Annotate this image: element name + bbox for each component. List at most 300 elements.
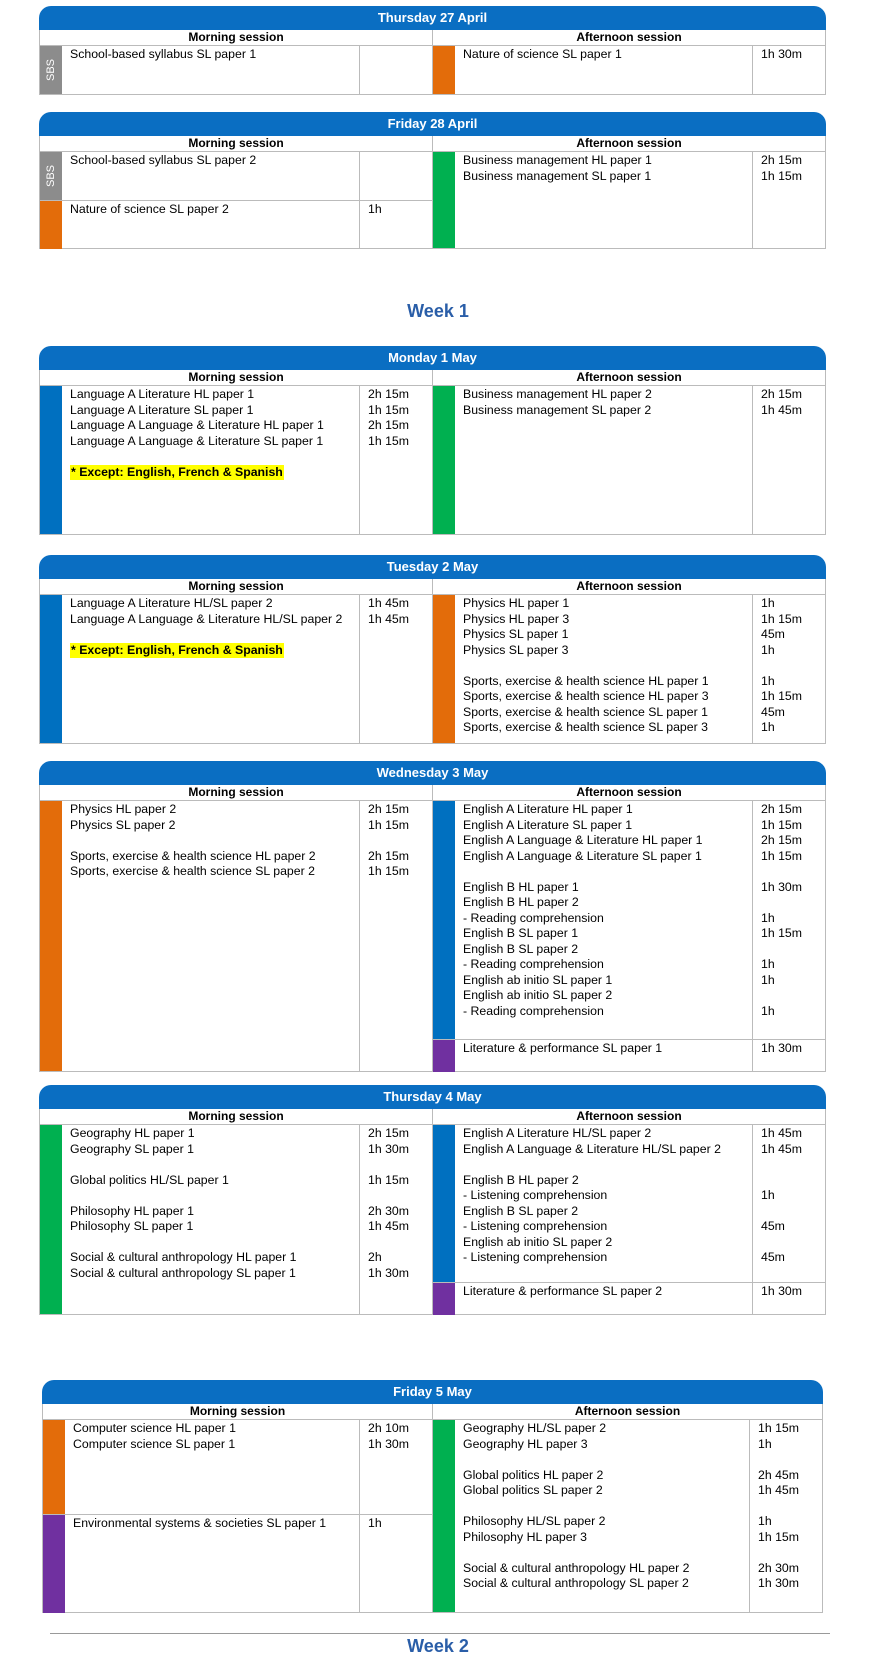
day-block [42, 1380, 823, 1613]
exam-name: Social & cultural anthropology HL paper 2 [463, 1560, 690, 1575]
exam-duration: 1h 30m [758, 1576, 800, 1590]
subject-group-color-bar [43, 1515, 65, 1613]
spacer [70, 627, 351, 643]
exam-name: School-based syllabus SL paper 1 [70, 47, 257, 61]
morning-session-label: Morning session [40, 1109, 433, 1124]
day-title: Monday 1 May [39, 346, 826, 370]
session-cell [40, 46, 432, 94]
day-title: Tuesday 2 May [39, 555, 826, 579]
duration-list [359, 1125, 432, 1314]
day-grid [39, 30, 826, 95]
subject-group-color-bar [433, 386, 455, 534]
duration-list [359, 386, 432, 534]
afternoon-session-label: Afternoon session [576, 785, 682, 799]
afternoon-column [433, 595, 825, 743]
exam-name: - Listening comprehension [463, 1188, 608, 1202]
exam-duration: 1h 30m [761, 1041, 803, 1055]
sbs-label: SBS [45, 58, 57, 82]
spacer [761, 658, 817, 674]
exam-duration: 1h [758, 1436, 772, 1451]
session-cell [433, 152, 825, 248]
day-block [39, 112, 826, 249]
spacer [463, 1499, 741, 1515]
exam-name: English B SL paper 2 [463, 941, 579, 956]
exam-list [455, 1040, 752, 1072]
day-grid [39, 136, 826, 249]
exception-highlight: * Except: English, French & Spanish [71, 642, 283, 657]
exam-name: Literature & performance SL paper 2 [463, 1284, 663, 1298]
exam-name: Business management HL paper 1 [463, 153, 652, 167]
exam-list [455, 46, 752, 94]
day-grid [39, 1109, 826, 1315]
morning-session-label: Morning session [40, 579, 433, 594]
exam-duration: 2h 15m [368, 387, 410, 401]
exam-name: Physics SL paper 2 [70, 817, 176, 832]
exam-name: School-based syllabus SL paper 2 [70, 153, 257, 167]
exam-duration: 1h [758, 1514, 772, 1528]
week-1-heading: Week 1 [407, 301, 469, 321]
spacer [70, 1188, 351, 1204]
exam-duration: 1h [761, 910, 775, 925]
afternoon-session-label: Afternoon session [576, 370, 682, 384]
duration-list [752, 386, 825, 534]
morning-session-label: Morning session [40, 370, 433, 385]
exam-duration: 1h 45m [368, 611, 410, 626]
exception-highlight: * Except: English, French & Spanish [71, 464, 283, 479]
exam-duration: 1h [761, 642, 775, 657]
subject-group-color-bar [433, 46, 455, 94]
morning-column [40, 801, 433, 1071]
exam-duration: 1h [368, 1516, 382, 1530]
exam-name: Literature & performance SL paper 1 [463, 1041, 663, 1055]
spacer [368, 1157, 424, 1173]
exam-duration: 2h 15m [368, 848, 410, 863]
session-headers [40, 30, 825, 45]
day-title: Wednesday 3 May [39, 761, 826, 785]
exam-list [62, 801, 359, 1071]
exam-duration: 1h 15m [368, 402, 410, 417]
exam-list [62, 46, 359, 94]
duration-list [749, 1420, 822, 1612]
exam-name: Physics HL paper 3 [463, 611, 570, 626]
subject-group-color-bar [433, 1420, 455, 1612]
day-body [40, 385, 825, 534]
exam-name: Physics HL paper 1 [463, 596, 570, 610]
exam-duration: 1h 45m [368, 596, 410, 610]
spacer [70, 1157, 351, 1173]
exam-name: Philosophy HL/SL paper 2 [463, 1514, 606, 1528]
sbs-label: SBS [45, 164, 57, 188]
duration-list [752, 801, 825, 1039]
exam-name: Nature of science SL paper 2 [70, 202, 229, 216]
exam-duration: 1h [761, 673, 775, 688]
exam-name: Philosophy HL paper 1 [70, 1203, 194, 1218]
exam-duration: 1h 15m [761, 926, 803, 940]
spacer [70, 833, 351, 849]
day-title: Friday 5 May [42, 1380, 823, 1404]
exam-name: Physics SL paper 3 [463, 642, 569, 657]
spacer [368, 449, 424, 465]
day-title: Thursday 27 April [39, 6, 826, 30]
subject-group-color-bar [433, 1040, 455, 1072]
exam-duration: 1h 15m [368, 1172, 410, 1187]
subject-group-color-bar [40, 46, 62, 94]
spacer [761, 1204, 817, 1220]
exam-name: Business management HL paper 2 [463, 387, 652, 401]
day-body [40, 800, 825, 1071]
exam-name: Philosophy SL paper 1 [70, 1219, 194, 1233]
exam-name: Language A Language & Literature HL paper 1 [70, 418, 324, 432]
morning-column [40, 152, 433, 248]
subject-group-color-bar [433, 595, 455, 743]
exam-name: English A Literature HL/SL paper 2 [463, 1126, 652, 1140]
exam-list [62, 201, 359, 249]
spacer [758, 1545, 814, 1561]
duration-list [752, 1283, 825, 1315]
day-block [39, 6, 826, 95]
exam-duration: 2h [368, 1250, 382, 1264]
exam-duration: 1h 15m [761, 848, 803, 863]
exam-name: Language A Language & Literature SL paper 1 [70, 433, 324, 448]
subject-group-color-bar [433, 1125, 455, 1282]
afternoon-column [433, 1420, 822, 1612]
spacer [368, 153, 424, 169]
day-grid [39, 370, 826, 535]
day-grid [39, 579, 826, 744]
exam-duration: 2h 15m [761, 387, 803, 401]
spacer [463, 1452, 741, 1468]
exam-name: - Listening comprehension [463, 1219, 608, 1233]
exam-duration: 1h 30m [368, 1141, 410, 1156]
day-block [39, 346, 826, 535]
exam-name: English ab initio SL paper 1 [463, 972, 613, 987]
spacer [761, 988, 817, 1004]
exam-name: English A Language & Literature HL/SL paper 2 [463, 1141, 721, 1156]
exam-duration: 1h 30m [761, 1284, 803, 1298]
exam-name: Language A Language & Literature HL/SL paper 2 [70, 611, 343, 626]
duration-list [359, 46, 432, 94]
exam-name: Geography HL paper 3 [463, 1436, 588, 1451]
spacer [368, 1188, 424, 1204]
exam-duration: 45m [761, 627, 785, 641]
exam-duration: 1h 15m [761, 689, 803, 703]
exam-name: Sports, exercise & health science HL paper 2 [70, 848, 316, 863]
morning-session-label: Morning session [40, 785, 433, 800]
exam-name: Business management SL paper 2 [463, 402, 652, 417]
exam-name: Language A Literature HL paper 1 [70, 387, 255, 401]
day-body [43, 1419, 822, 1612]
session-cell [43, 1420, 432, 1514]
exam-name: Physics SL paper 1 [463, 627, 569, 641]
exam-duration: 45m [761, 704, 785, 719]
exam-duration: 1h 30m [761, 47, 803, 61]
afternoon-column [433, 152, 825, 248]
afternoon-column [433, 801, 825, 1071]
exam-list [455, 386, 752, 534]
spacer [463, 1157, 744, 1173]
exam-name: - Reading comprehension [463, 957, 604, 971]
exam-list [455, 801, 752, 1039]
duration-list [359, 801, 432, 1071]
duration-list [359, 1420, 432, 1514]
session-cell [40, 595, 432, 743]
day-block [39, 761, 826, 1072]
session-cell [433, 46, 825, 94]
spacer [70, 449, 351, 465]
spacer [761, 895, 817, 911]
spacer [463, 864, 744, 880]
spacer [761, 1157, 817, 1173]
session-cell [433, 1420, 822, 1612]
exam-name: English B HL paper 2 [463, 1172, 579, 1187]
morning-session-label: Morning session [40, 30, 433, 45]
exam-name: Global politics SL paper 2 [463, 1483, 603, 1497]
spacer [368, 833, 424, 849]
duration-list [752, 152, 825, 248]
day-body [40, 45, 825, 94]
exam-name: English B SL paper 1 [463, 926, 579, 940]
exam-duration: 2h 15m [368, 1126, 410, 1140]
exam-duration: 1h 45m [368, 1219, 410, 1233]
exam-name: English A Literature HL paper 1 [463, 802, 633, 816]
morning-session-label: Morning session [43, 1404, 433, 1419]
spacer [368, 465, 424, 481]
exam-name: English A Literature SL paper 1 [463, 817, 633, 832]
exam-duration: 1h 30m [368, 1265, 410, 1280]
exam-duration: 1h 30m [368, 1436, 410, 1451]
morning-column [40, 386, 433, 534]
spacer [70, 1235, 351, 1251]
spacer [368, 643, 424, 659]
exam-name: Nature of science SL paper 1 [463, 47, 622, 61]
session-headers [40, 370, 825, 385]
session-headers [43, 1404, 822, 1419]
divider-line [50, 1633, 830, 1634]
exam-list [455, 1420, 749, 1612]
afternoon-session-label: Afternoon session [576, 30, 682, 44]
duration-list [359, 201, 432, 249]
exam-name: Global politics HL/SL paper 1 [70, 1172, 229, 1187]
duration-list [752, 595, 825, 743]
spacer [761, 1235, 817, 1251]
exam-name: English ab initio SL paper 2 [463, 1234, 613, 1249]
exam-duration: 1h [761, 1003, 775, 1018]
subject-group-color-bar [433, 1283, 455, 1315]
session-cell [433, 1039, 825, 1072]
session-cell [40, 386, 432, 534]
exam-name: English A Language & Literature HL paper 1 [463, 833, 703, 847]
exam-name: Social & cultural anthropology SL paper 2 [463, 1576, 689, 1590]
session-cell [433, 595, 825, 743]
spacer [463, 658, 744, 674]
exam-name: Language A Literature SL paper 1 [70, 402, 254, 417]
spacer [368, 47, 424, 63]
exam-name: English A Language & Literature SL paper 1 [463, 848, 702, 863]
exam-duration: 2h 45m [758, 1467, 800, 1482]
afternoon-column [433, 386, 825, 534]
exam-name: - Reading comprehension [463, 910, 604, 925]
morning-column [40, 595, 433, 743]
session-cell [40, 200, 432, 249]
exam-list [62, 152, 359, 200]
exam-duration: 1h [761, 596, 775, 610]
exam-duration: 1h [761, 972, 775, 987]
afternoon-session-label: Afternoon session [576, 1109, 682, 1123]
exam-name: Geography HL paper 1 [70, 1126, 195, 1140]
session-cell [40, 801, 432, 1071]
day-grid [42, 1404, 823, 1613]
subject-group-color-bar [40, 386, 62, 534]
duration-list [359, 1515, 432, 1613]
afternoon-session-label: Afternoon session [574, 1404, 681, 1418]
exam-list [62, 1125, 359, 1314]
exam-name: English B SL paper 2 [463, 1203, 579, 1218]
exam-duration: 1h 30m [761, 879, 803, 894]
exam-name: Sports, exercise & health science SL paper 2 [70, 864, 315, 878]
exam-duration: 1h 15m [758, 1529, 800, 1544]
exam-name: Social & cultural anthropology HL paper 1 [70, 1250, 297, 1264]
subject-group-color-bar [43, 1420, 65, 1514]
exam-name: Physics HL paper 2 [70, 802, 177, 816]
exam-duration: 2h 30m [758, 1560, 800, 1575]
session-headers [40, 579, 825, 594]
day-title: Thursday 4 May [39, 1085, 826, 1109]
subject-group-color-bar [40, 801, 62, 1071]
exam-duration: 45m [761, 1219, 785, 1233]
exam-list [455, 1283, 752, 1315]
spacer [758, 1452, 814, 1468]
exception-note [70, 465, 351, 481]
day-body [40, 594, 825, 743]
exam-duration: 2h 15m [368, 418, 410, 432]
exam-duration: 1h [368, 202, 382, 216]
exam-duration: 2h 10m [368, 1421, 410, 1435]
exam-name: Sports, exercise & health science HL paper 1 [463, 673, 709, 688]
exam-name: Computer science SL paper 1 [73, 1436, 236, 1451]
exam-name: Sports, exercise & health science SL paper 3 [463, 720, 708, 734]
duration-list [359, 595, 432, 743]
afternoon-session-label: Afternoon session [576, 579, 682, 593]
day-block [39, 1085, 826, 1315]
exam-name: English B HL paper 1 [463, 879, 579, 894]
session-cell [433, 801, 825, 1039]
spacer [761, 942, 817, 958]
session-headers [40, 136, 825, 151]
exam-duration: 1h 45m [761, 1141, 803, 1156]
subject-group-color-bar [40, 201, 62, 249]
exam-duration: 1h 15m [758, 1421, 800, 1435]
exam-duration: 1h 15m [761, 817, 803, 832]
week-2-heading: Week 2 [407, 1636, 469, 1656]
exam-duration: 1h [761, 720, 775, 734]
spacer [368, 627, 424, 643]
day-body [40, 151, 825, 248]
day-title: Friday 28 April [39, 112, 826, 136]
session-cell [433, 1282, 825, 1315]
subject-group-color-bar [40, 595, 62, 743]
spacer [758, 1499, 814, 1515]
exam-duration: 1h 45m [758, 1483, 800, 1497]
exam-duration: 1h 45m [761, 402, 803, 417]
exam-name: Sports, exercise & health science SL paper 1 [463, 704, 708, 719]
exam-duration: 2h 30m [368, 1203, 410, 1218]
exam-name: Language A Literature HL/SL paper 2 [70, 596, 273, 610]
exam-list [65, 1420, 359, 1514]
subject-group-color-bar [40, 1125, 62, 1314]
exam-duration: 1h 15m [761, 168, 803, 183]
duration-list [752, 1125, 825, 1282]
exam-name: Geography HL/SL paper 2 [463, 1421, 607, 1435]
afternoon-session-label: Afternoon session [576, 136, 682, 150]
exception-note [70, 643, 351, 659]
duration-list [752, 1040, 825, 1072]
exam-duration: 1h 15m [761, 611, 803, 626]
exam-name: Business management SL paper 1 [463, 168, 652, 183]
exam-list [62, 595, 359, 743]
exam-name: Global politics HL paper 2 [463, 1467, 604, 1482]
exam-name: English B HL paper 2 [463, 895, 579, 909]
spacer [368, 1235, 424, 1251]
exam-name: Computer science HL paper 1 [73, 1421, 236, 1435]
exam-duration: 2h 15m [761, 802, 803, 816]
day-block [39, 555, 826, 744]
session-cell [43, 1514, 432, 1613]
afternoon-column [433, 1125, 825, 1314]
subject-group-color-bar [433, 152, 455, 248]
exam-list [455, 152, 752, 248]
session-cell [433, 1125, 825, 1282]
session-cell [40, 152, 432, 200]
duration-list [359, 152, 432, 200]
spacer [761, 1173, 817, 1189]
exam-list [65, 1515, 359, 1613]
exam-list [62, 386, 359, 534]
exam-list [455, 1125, 752, 1282]
exam-duration: 2h 15m [761, 833, 803, 847]
exam-name: - Reading comprehension [463, 1003, 604, 1018]
exam-duration: 1h 15m [368, 433, 410, 448]
afternoon-column [433, 46, 825, 94]
exam-name: Geography SL paper 1 [70, 1141, 194, 1156]
session-headers [40, 785, 825, 800]
exam-name: English ab initio SL paper 2 [463, 988, 613, 1002]
exam-duration: 1h 15m [368, 817, 410, 832]
spacer [463, 1545, 741, 1561]
day-grid [39, 785, 826, 1072]
session-cell [433, 386, 825, 534]
exam-duration: 1h [761, 957, 775, 971]
exam-duration: 45m [761, 1250, 785, 1264]
exam-duration: 2h 15m [761, 153, 803, 167]
morning-column [40, 46, 433, 94]
spacer [761, 864, 817, 880]
exam-duration: 1h 15m [368, 864, 410, 878]
exam-list [455, 595, 752, 743]
subject-group-color-bar [40, 152, 62, 200]
exam-name: - Listening comprehension [463, 1250, 608, 1264]
session-cell [40, 1125, 432, 1314]
morning-column [40, 1125, 433, 1314]
duration-list [752, 46, 825, 94]
exam-duration: 1h 45m [761, 1126, 803, 1140]
day-body [40, 1124, 825, 1314]
exam-duration: 1h [761, 1188, 775, 1202]
morning-column [43, 1420, 433, 1612]
exam-name: Environmental systems & societies SL paper 1 [73, 1516, 327, 1530]
morning-session-label: Morning session [40, 136, 433, 151]
exam-name: Social & cultural anthropology SL paper 1 [70, 1265, 296, 1280]
exam-name: Sports, exercise & health science HL paper 3 [463, 689, 709, 703]
